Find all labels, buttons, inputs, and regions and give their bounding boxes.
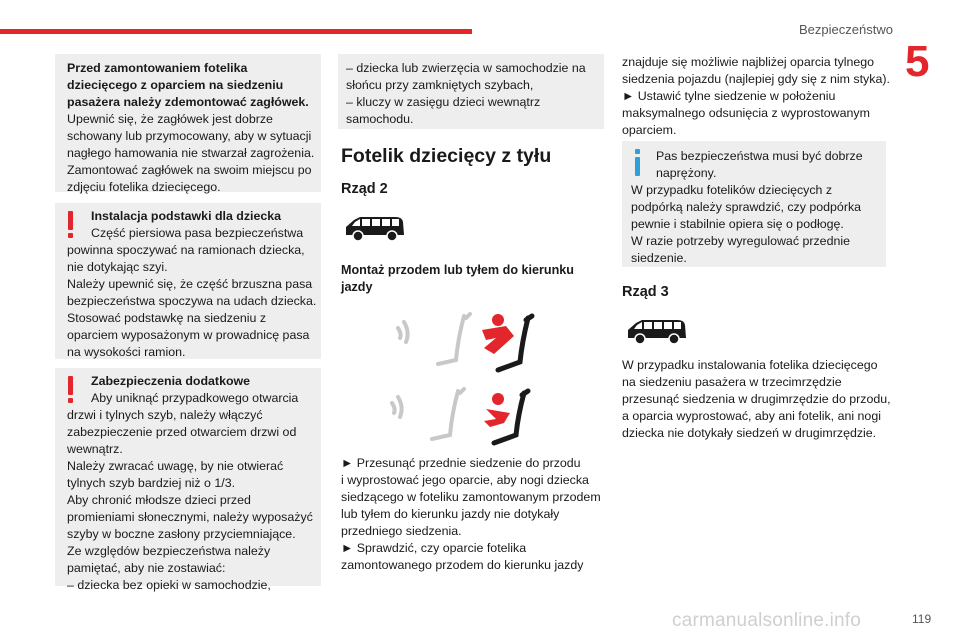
note-box-continued [338,54,604,129]
paragraph-line: znajduje się możliwie najbliżej oparcia tylnego [622,55,875,69]
seat-diagram-icon [394,308,538,380]
note-line: samochodu. [346,112,414,126]
paragraph-line: na siedzeniu pasażera w trzecimrzędzie [622,375,842,389]
mounting-heading-line: jazdy [341,280,373,294]
warning-line: szyby w boczne zasłony przyciemniające. [67,527,296,541]
paragraph-line: przesunąć siedzenia w drugimrzędzie do przodu, [622,392,891,406]
paragraph-line: ► Sprawdzić, czy oparcie fotelika [341,541,527,555]
warning-line: pamiętać, aby nie zostawiać: [67,561,226,575]
note-line: – kluczy w zasięgu dzieci wewnątrz [346,95,541,109]
instruction-paragraph [622,54,892,139]
warning-title: Zabezpieczenia dodatkowe [91,374,251,388]
info-line: pewnie i stabilnie opiera się o podłogę. [631,217,844,231]
paragraph-line: maksymalnego odsunięcia z wyprostowanym [622,106,870,120]
note-line: nagłego hamowania nie stwarzał zagrożenia. [67,146,315,160]
mounting-heading [341,262,574,296]
warning-line: zabezpieczenie przed otwarciem drzwi od [67,425,297,439]
watermark: carmanualsonline.info [672,610,862,631]
note-line: schowany lub przymocowany, aby w sytuacji [67,129,312,143]
paragraph-line: zamontowanego przodem do kierunku jazdy [341,558,584,572]
warning-line: nie dotykając szyi. [67,260,168,274]
warning-line: – dziecka bez opieki w samochodzie, [67,578,271,592]
paragraph-line: lub tyłem do kierunku jazdy nie dotykały [341,507,560,521]
info-line: naprężony. [656,166,717,180]
paragraph-line: dziecka nie dotykały siedzeń w drugimrzędzie. [622,426,877,440]
info-line: W razie potrzeby wyregulować przednie [631,234,850,248]
paragraph-line: siedzącego w foteliku zamontowanym przodem [341,490,601,504]
paragraph-line: i wyprostować jego oparcie, aby nogi dziecka [341,473,589,487]
header-red-bar [0,29,472,34]
note-bold-line: pasażera należy zdemontować zagłówek. [67,95,309,109]
mounting-heading-line: Montaż przodem lub tyłem do kierunku [341,263,575,277]
van-icon [344,213,406,243]
note-bold-line: dziecięcego z oparciem na siedzeniu [67,78,284,92]
paragraph-line: przedniego siedzenia. [341,524,462,538]
note-box-headrest [55,54,321,192]
row2-heading: Rząd 2 [341,181,388,197]
warning-icon [67,211,75,239]
info-line: Pas bezpieczeństwa musi być dobrze [656,149,863,163]
info-line: W przypadku fotelików dziecięcych z [631,183,833,197]
van-icon [626,316,688,346]
warning-box-safety [55,368,321,592]
info-line: podpórką należy sprawdzić, czy podpórka [631,200,862,214]
warning-line: drzwi i tylnych szyb, należy włączyć [67,408,263,422]
chapter-number: 5 [905,37,930,86]
note-line: Upewnić się, że zagłówek jest dobrze [67,112,273,126]
info-line: siedzenie. [631,251,687,265]
paragraph-line: ► Ustawić tylne siedzenie w położeniu [622,89,836,103]
warning-line: Aby uniknąć przypadkowego otwarcia [91,391,299,405]
warning-line: tylnych szyb bardziej niż o 1/3. [67,476,236,490]
warning-line: wewnątrz. [67,442,123,456]
paragraph-line: a oparcia wyprostować, aby ani fotelik, ani nogi [622,409,881,423]
info-icon [634,149,642,177]
warning-icon [67,376,75,404]
warning-line: Ze względów bezpieczeństwa należy [67,544,271,558]
warning-line: oparciem wyposażonym w prowadnicę pasa [67,328,310,342]
warning-line: Aby chronić młodsze dzieci przed [67,493,251,507]
paragraph-line: siedzenia pojazdu (najlepiej gdy się z nim styka). [622,72,890,86]
note-bold-line: Przed zamontowaniem fotelika [67,61,248,75]
warning-box-booster [55,203,321,359]
row3-paragraph [622,357,892,442]
warning-line: Stosować podstawkę na siedzeniu z [67,311,267,325]
paragraph-line: W przypadku instalowania fotelika dziecięcego [622,358,878,372]
seat-diagram-icon [386,385,536,451]
section-heading: Fotelik dziecięcy z tyłu [341,145,552,167]
note-line: Zamontować zagłówek na swoim miejscu po [67,163,312,177]
instruction-paragraph [341,455,603,574]
warning-line: Część piersiowa pasa bezpieczeństwa [91,226,304,240]
paragraph-line: ► Przesunąć przednie siedzenie do przodu [341,456,581,470]
warning-line: na wysokości ramion. [67,345,186,359]
section-title: Bezpieczeństwo [799,22,893,37]
warning-line: promieniami słonecznymi, należy wyposażyć [67,510,313,524]
note-line: – dziecka lub zwierzęcia w samochodzie na [346,61,586,75]
note-line: słońcu przy zamkniętych szybach, [346,78,534,92]
row3-heading: Rząd 3 [622,284,669,300]
warning-line: bezpieczeństwa spoczywa na udach dziecka. [67,294,317,308]
note-line: zdjęciu fotelika dziecięcego. [67,180,221,194]
page-number: 119 [912,612,932,626]
warning-line: Należy upewnić się, że część brzuszna pasa [67,277,313,291]
info-box-belt [622,141,886,267]
warning-title: Instalacja podstawki dla dziecka [91,209,282,223]
warning-line: Należy zwracać uwagę, by nie otwierać [67,459,284,473]
paragraph-line: oparciem. [622,123,677,137]
warning-line: powinna spoczywać na ramionach dziecka, [67,243,305,257]
